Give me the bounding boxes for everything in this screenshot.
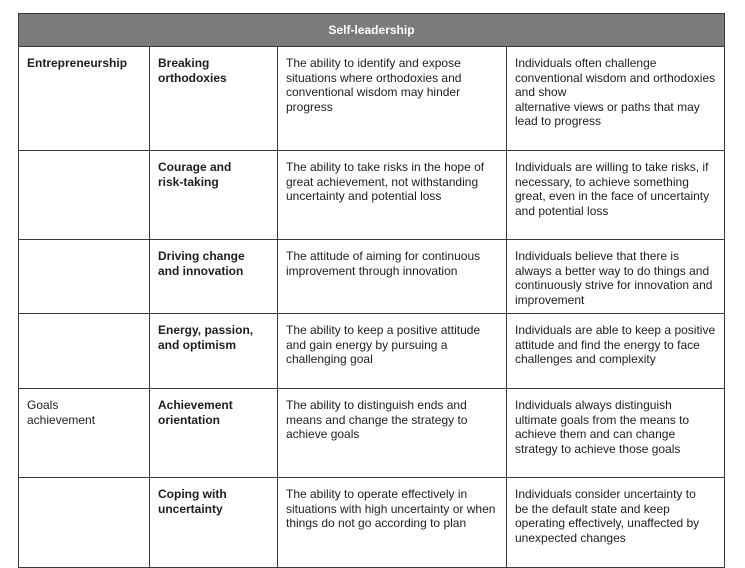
- behaviour-cell: Individuals are willing to take risks, if necessary, to achieve something great, even in the face of uncertainty and potential loss: [507, 151, 725, 240]
- definition-cell: The ability to operate effectively in situations with high uncertainty or when things do not go according to plan: [278, 478, 507, 568]
- category-cell: [19, 314, 150, 389]
- skill-cell: [150, 240, 278, 314]
- skill-text: Energy, passion, and optimism: [158, 323, 254, 352]
- behaviour-text-part-1: Individuals often challenge conventional wisdom and orthodoxies and show: [515, 56, 716, 99]
- skill-text: Courage and risk-taking: [158, 160, 232, 189]
- skill-text: Coping with uncertainty: [158, 487, 227, 516]
- definition-cell: The ability to take risks in the hope of great achievement, not withstanding uncertainty and potential loss: [278, 151, 507, 240]
- category-cell: [19, 478, 150, 568]
- behaviour-cell: Individuals are able to keep a positive attitude and find the energy to face challenges and complexity: [507, 314, 725, 389]
- table-row: [19, 151, 725, 240]
- table-header-row: [19, 14, 725, 47]
- skill-text: Breaking orthodoxies: [158, 56, 227, 85]
- table-row: [19, 314, 725, 389]
- definition-cell: The attitude of aiming for continuous improvement through innovation: [278, 240, 507, 314]
- table-row: [19, 478, 725, 568]
- table-row: [19, 389, 725, 478]
- skill-text: Achievement orientation: [158, 398, 233, 427]
- category-cell: [19, 240, 150, 314]
- self-leadership-table: [18, 13, 725, 568]
- skill-cell: [150, 478, 278, 568]
- table-row: [19, 47, 725, 151]
- category-cell: [19, 389, 150, 478]
- table-row: [19, 240, 725, 314]
- skill-cell: [150, 47, 278, 151]
- definition-cell: The ability to identify and expose situations where orthodoxies and conventional wisdom may hinder progress: [278, 47, 507, 151]
- behaviour-text: Individuals consider uncertainty to be the default state and keep operating effectively, unaffected by unexpected changes: [515, 487, 700, 545]
- behaviour-cell: [507, 478, 725, 568]
- category-cell: Entrepreneurship: [19, 47, 150, 151]
- behaviour-cell: [507, 47, 725, 151]
- skill-cell: [150, 314, 278, 389]
- table-title: Self-leadership: [19, 14, 725, 47]
- behaviour-text-part-2: alternative views or paths that may lead to progress: [515, 99, 700, 128]
- self-leadership-table-container: [18, 13, 724, 568]
- category-text: Goals achievement: [27, 398, 96, 427]
- category-cell: [19, 151, 150, 240]
- behaviour-cell: Individuals believe that there is always a better way to do things and continuously strive for innovation and improvement: [507, 240, 725, 314]
- skill-text: Driving change and innovation: [158, 249, 245, 278]
- behaviour-cell: Individuals always distinguish ultimate goals from the means to achieve them and can change strategy to achieve those goals: [507, 389, 725, 478]
- skill-cell: [150, 151, 278, 240]
- definition-cell: The ability to distinguish ends and means and change the strategy to achieve goals: [278, 389, 507, 478]
- definition-cell: The ability to keep a positive attitude and gain energy by pursuing a challenging goal: [278, 314, 507, 389]
- skill-cell: [150, 389, 278, 478]
